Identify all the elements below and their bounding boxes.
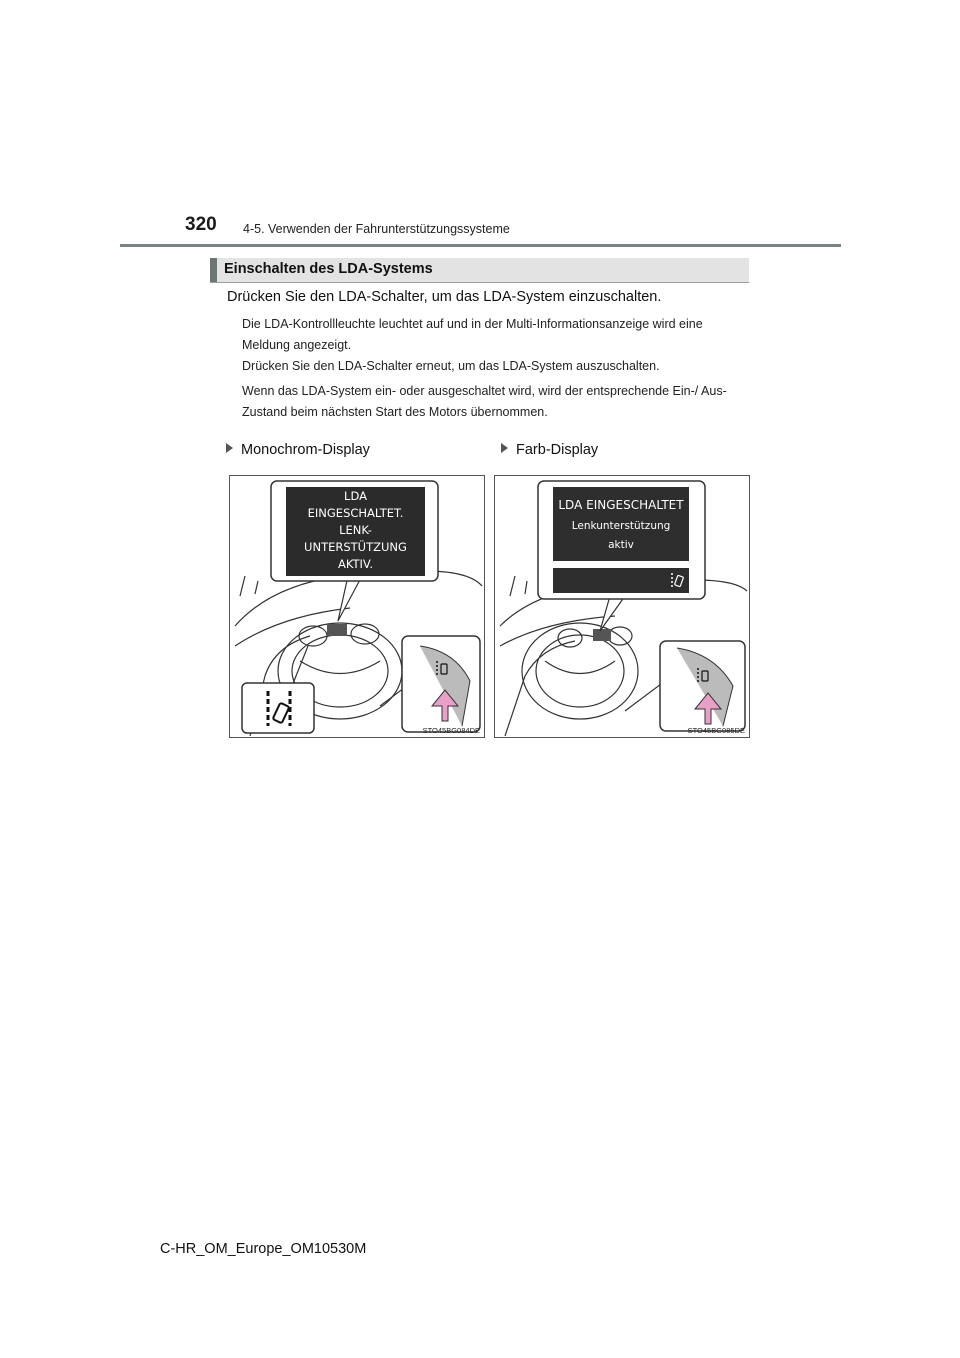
mono-display-line-3: LENK- <box>339 523 372 537</box>
color-display-line-2: Lenkunterstützung <box>571 520 671 532</box>
dashboard-illustration <box>230 476 484 737</box>
paragraph-state-memory: Wenn das LDA-System ein- oder ausgeschaltet wird, wird der entsprechende Ein-/ Aus-Zustand beim nächsten Start des Motors übernommen. <box>242 384 727 419</box>
mono-display-line-4: UNTERSTÜTZUNG <box>304 540 407 554</box>
triangle-bullet-icon <box>226 443 233 453</box>
paragraph-indicator: Die LDA-Kontrollleuchte leuchtet auf und in der Multi-Informationsanzeige wird eine Meldung angezeigt. <box>242 317 703 352</box>
figure-monochrome-display <box>229 475 485 738</box>
color-display-line-3: aktiv <box>608 539 634 551</box>
footer-doc-id: C-HR_OM_Europe_OM10530M <box>160 1241 367 1257</box>
figure-label-mono-text: Monochrom-Display <box>241 442 370 458</box>
figure-label-mono <box>226 442 370 458</box>
paragraph-switch-off: Drücken Sie den LDA-Schalter erneut, um das LDA-System auszuschalten. <box>242 359 660 373</box>
header-rule <box>120 244 841 247</box>
triangle-bullet-icon <box>501 443 508 453</box>
figure-label-color-text: Farb-Display <box>516 442 599 458</box>
section-heading <box>210 258 749 283</box>
color-display-status-bar <box>553 568 689 593</box>
figure-code: STO45BG085DE <box>687 726 745 735</box>
mono-display-line-1: LDA <box>344 489 367 503</box>
color-display-line-1: LDA EINGESCHALTET <box>558 498 684 512</box>
figure-label-color <box>501 442 598 458</box>
mono-display-line-2: EINGESCHALTET. <box>307 506 404 520</box>
figure-color-display <box>494 475 750 738</box>
chapter-title: 4-5. Verwenden der Fahrunterstützungssysteme <box>243 222 510 236</box>
lead-instruction: Drücken Sie den LDA-Schalter, um das LDA-System einzuschalten. <box>227 289 662 305</box>
page-number: 320 <box>185 214 217 235</box>
section-title: Einschalten des LDA-Systems <box>224 261 433 277</box>
section-heading-bar <box>210 258 217 282</box>
figure-code: STO45BG084DE <box>422 726 480 735</box>
dashboard-illustration <box>495 476 749 737</box>
mono-display-line-5: AKTIV. <box>338 557 373 571</box>
